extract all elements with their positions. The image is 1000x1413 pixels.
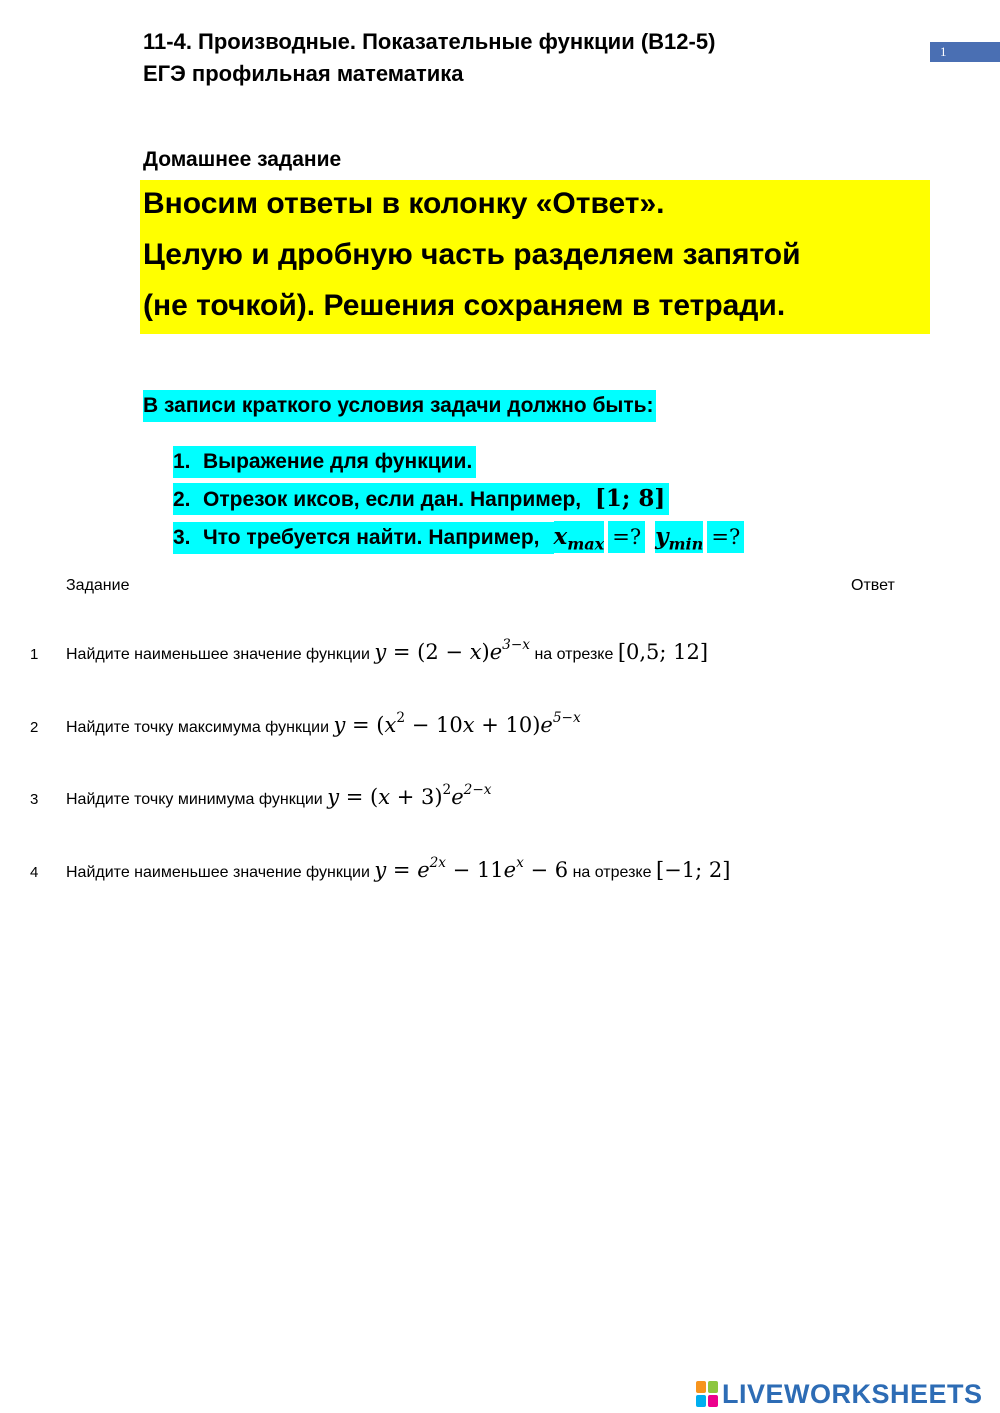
requirement-text: Выражение для функции. [203,450,473,473]
requirement-number: 1. [173,450,191,473]
task-formula: $y = (x^2 - 10x + 10)e^{5-x}$ [333,709,581,737]
equals-question: =? [707,521,744,553]
homework-label: Домашнее задание [143,148,342,171]
task-formula: $y = (x + 3)^2e^{2-x}$ [327,781,492,809]
task-interval: [0,5; 12] [617,640,709,664]
liveworksheets-logo-icon [696,1381,718,1407]
page-number-badge: 1 [930,42,1000,62]
xmax-example: $x_{max}$ [553,523,605,554]
instruction-line-1: Вносим ответы в колонку «Ответ». [143,187,665,220]
task-suffix: на отрезке [534,646,614,663]
task-text: Найдите наименьшее значение функции [66,646,370,663]
task-text: Найдите точку минимума функции [66,791,323,808]
task-interval: [−1; 2] [655,858,731,882]
task-formula: $y = (2 - x)e^{3-x}$ [374,636,530,664]
task-row-2 [66,709,581,737]
requirement-text: Отрезок иксов, если дан. Например, [203,488,582,511]
liveworksheets-logo [696,1378,983,1410]
task-row-1 [66,636,709,664]
task-row-4 [66,854,731,882]
logo-square [708,1381,718,1393]
equals-question: =? [608,521,645,553]
column-header-answer: Ответ [851,577,895,594]
requirement-item-2 [173,483,669,515]
requirement-text: Что требуется найти. Например, [203,526,540,549]
task-suffix: на отрезке [572,864,652,881]
requirement-number: 3. [173,526,191,549]
document-title: 11-4. Производные. Показательные функции (B12-5) [143,29,716,54]
task-text: Найдите точку максимума функции [66,719,330,736]
task-number: 4 [30,864,39,881]
logo-square [696,1381,706,1393]
logo-square [696,1395,706,1407]
instruction-line-3: (не точкой). Решения сохраняем в тетради. [143,289,786,322]
requirements-heading: В записи краткого условия задачи должно быть: [143,390,656,422]
task-number: 2 [30,719,39,736]
logo-text: LIVEWORKSHEETS [722,1378,983,1409]
requirement-item-1 [173,446,476,478]
task-row-3 [66,781,492,809]
column-header-task: Задание [66,577,130,594]
document-subtitle: ЕГЭ профильная математика [143,61,464,86]
logo-square [708,1395,718,1407]
task-number: 3 [30,791,39,808]
task-formula: $y = e^{2x} - 11e^x - 6$ [374,854,569,882]
task-number: 1 [30,646,39,663]
instruction-line-2: Целую и дробную часть разделяем запятой [143,238,801,271]
requirement-item-3 [173,521,744,553]
task-text: Найдите наименьшее значение функции [66,864,370,881]
requirement-number: 2. [173,488,191,511]
ymin-example: $y_{min}$ [655,523,704,554]
interval-example: [1; 8] [594,485,666,512]
